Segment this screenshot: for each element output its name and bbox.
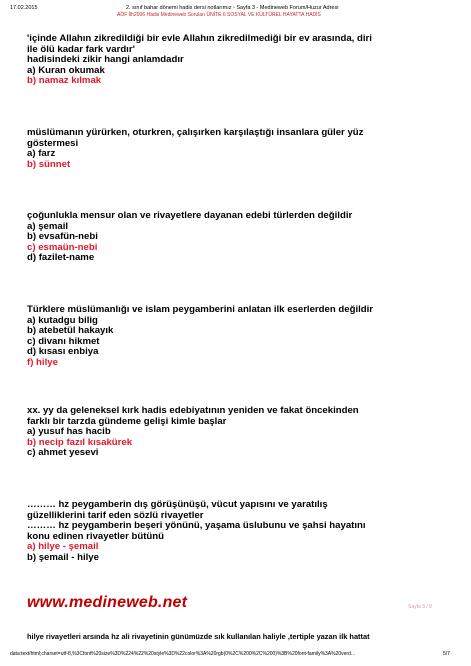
question-1 (27, 34, 457, 87)
question-6 (27, 500, 457, 564)
header-title: 2. sınıf bahar dönemi hadis dersi notlarımız - Sayfa 3 - Medineweb Forum/Huzur Adresi (126, 5, 339, 11)
bottom-question-text: hilye rivayetleri arsında hz ali rivayetinin günümüzde sık kullanılan haliyle ,tertiple yazan ilk hattat (27, 632, 370, 641)
question-text: ……… hz peygamberin dış görüşünüşü, vücut yapısını ve yaratılış (27, 499, 328, 510)
answer-option: a) şemail (27, 220, 69, 232)
question-text: hadisindeki zikir hangi anlamdadır (27, 54, 184, 66)
question-text: güzelliklerini tarif eden sözlü rivayetler (27, 509, 204, 521)
question-text: müslümanın yürürken, oturkren, çalışırken karşılaştığı insanlara güler yüz (27, 127, 364, 138)
question-text: çoğunlukla mensur olan ve rivayetlere dayanan edebi türlerden değildir (27, 210, 353, 221)
question-text: ile ölü kadar fark vardır' (27, 43, 135, 55)
footer-url: data:text/html;charset=utf-8,%3Cfont%20size%3D%224%22%20style%3D%22color%3A%20rgb(0%2C%200%2C%200)%3B%20font-family%3A%20verd… (10, 651, 356, 657)
question-text: 'içinde Allahın zikredildiği bir evle Allahın zikredilmediği bir ev arasında, diri (27, 33, 372, 44)
answer-option: d) fazilet-name (27, 252, 95, 264)
question-text: konu edinen rivayetler bütünü (27, 530, 164, 542)
answer-option-correct: c) esmaün-nebi (27, 241, 98, 253)
answer-option-correct: a) hilye - şemail (27, 541, 99, 553)
question-text: farklı bir tarzda gündeme gelişi kimle başlar (27, 415, 227, 427)
answer-option: b) şemail - hilye (27, 551, 99, 563)
answer-option: c) ahmet yesevi (27, 447, 99, 459)
page-badge: Sayfa 3 / 8 (408, 604, 432, 610)
header-subtitle: AÖF İlh2006 Hadis Medineweb Soruları ÜNİTE 6 SOSYAL VE KÜLTÜREL HAYATTA HADİS (117, 12, 321, 18)
answer-option-correct: b) necip fazıl kısakürek (27, 436, 133, 448)
question-4 (27, 305, 457, 369)
question-text: ……… hz peygamberin beşeri yönünü, yaşama üslubunu ve şahsi hayatını (27, 520, 366, 532)
answer-option: a) yusuf has hacib (27, 426, 111, 438)
answer-option-correct: f) hilye (27, 356, 58, 368)
question-text: Türklere müslümanlığı ve islam peygamberini anlatan ilk eserlerden değildir (27, 304, 374, 315)
question-text: göstermesi (27, 137, 79, 149)
answer-option-correct: b) namaz kılmak (27, 75, 102, 87)
answer-option: d) kısası enbiya (27, 346, 99, 358)
question-5 (27, 406, 457, 459)
answer-option: a) kutadgu bilig (27, 314, 98, 326)
header-date: 17.02.2015 (10, 5, 38, 11)
answer-option: b) evsafün-nebi (27, 231, 98, 243)
answer-option: a) farz (27, 148, 56, 160)
site-watermark: www.medineweb.net (27, 594, 188, 611)
answer-option: c) divanı hikmet (27, 335, 100, 347)
answer-option: b) atebetül hakayık (27, 325, 114, 337)
answer-option-correct: b) sünnet (27, 158, 71, 170)
footer-page-number: 5/7 (443, 651, 450, 657)
question-3 (27, 211, 457, 264)
answer-option: a) Kuran okumak (27, 64, 105, 76)
question-text: xx. yy da geleneksel kırk hadis edebiyatının yeniden ve fakat öncekinden (27, 405, 359, 416)
question-2 (27, 128, 457, 170)
